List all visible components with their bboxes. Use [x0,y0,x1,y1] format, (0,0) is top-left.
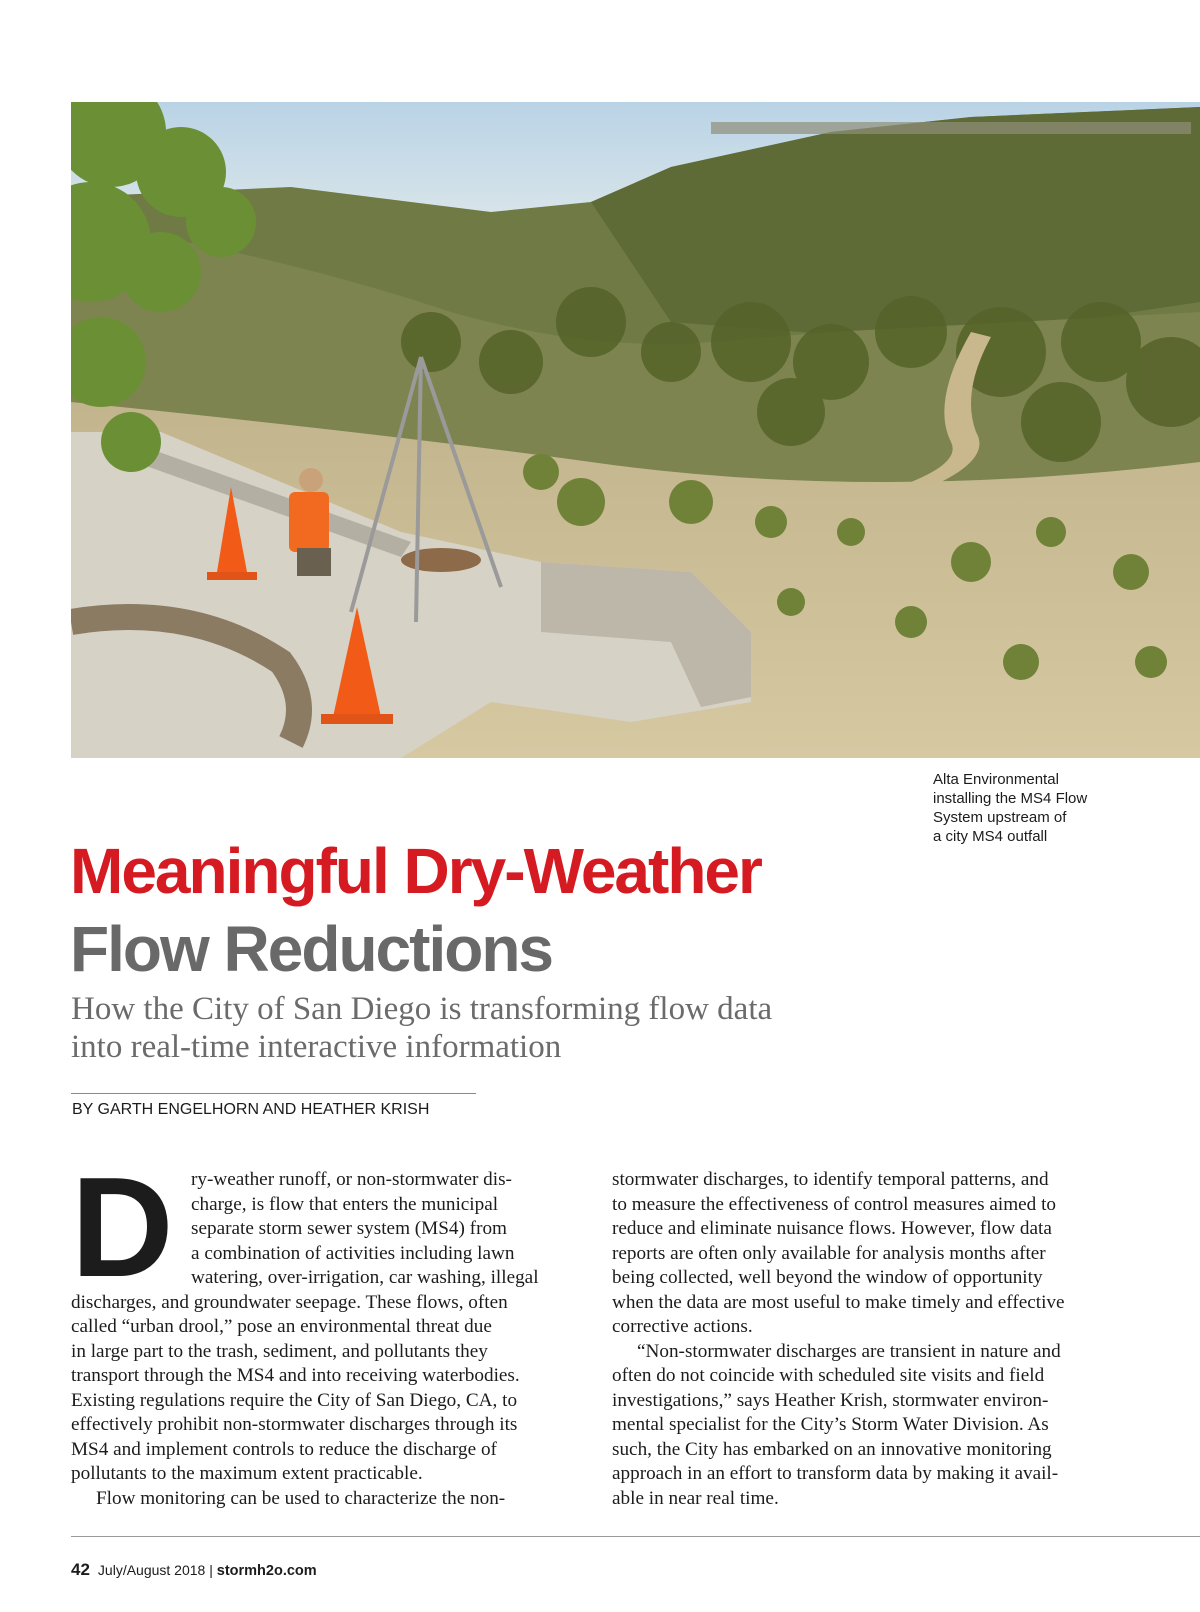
body-line: charge, is flow that enters the municipal [191,1193,499,1215]
body-line: stormwater discharges, to identify temporal patterns, and [612,1169,1049,1190]
body-line: mental specialist for the City’s Storm Water Division. As [612,1414,1049,1435]
deck-line-1: How the City of San Diego is transforming flow data [71,991,773,1027]
body-line: ry-weather runoff, or non-stormwater dis- [191,1169,512,1190]
body-column-right [612,1168,1132,1511]
body-line: in large part to the trash, sediment, and pollutants they [71,1340,488,1362]
feature-photo [71,102,1200,758]
footer-divider [71,1536,1200,1537]
canyon-scene-illustration [71,102,1200,758]
body-line: MS4 and implement controls to reduce the discharge of [71,1438,497,1460]
body-line: called “urban drool,” pose an environmental threat due [71,1316,492,1337]
caption-line: System upstream of [933,809,1067,826]
body-line: being collected, well beyond the window of opportunity [612,1267,1043,1288]
page-number: 42 [71,1560,90,1579]
deck-line-2: into real-time interactive information [71,1029,562,1065]
caption-line: installing the MS4 Flow [933,790,1088,807]
caption-line: Alta Environmental [933,771,1059,788]
body-line: Existing regulations require the City of San Diego, CA, to [71,1389,518,1411]
body-line: investigations,” says Heather Krish, stormwater environ- [612,1389,1049,1411]
body-line: discharges, and groundwater seepage. These flows, often [71,1291,508,1313]
body-line: corrective actions. [612,1316,753,1337]
body-line: able in near real time. [612,1487,779,1509]
caption-line: a city MS4 outfall [933,828,1048,845]
body-line: approach in an effort to transform data by making it avail- [612,1463,1059,1484]
body-line: often do not coincide with scheduled site visits and field [612,1365,1045,1386]
byline: BY GARTH ENGELHORN AND HEATHER KRISH [72,1101,430,1118]
body-line: when the data are most useful to make timely and effective [612,1291,1065,1313]
body-line: effectively prohibit non-stormwater discharges through its [71,1414,518,1435]
body-line: Flow monitoring can be used to characterize the non- [96,1487,506,1509]
photo-caption [933,770,1163,846]
body-line: reports are often only available for analysis months after [612,1242,1046,1264]
body-line: such, the City has embarked on an innovative monitoring [612,1438,1052,1460]
body-line: a combination of activities including lawn [191,1242,515,1264]
article-headline [70,832,890,988]
article-deck [71,990,831,1066]
body-column-left [71,1148,581,1511]
body-line: reduce and eliminate nuisance flows. However, flow data [612,1218,1052,1239]
headline-line-2: Flow Reductions [70,913,552,985]
body-line: pollutants to the maximum extent practicable. [71,1463,423,1484]
drop-cap: D [71,1148,174,1307]
headline-line-1: Meaningful Dry-Weather [70,835,761,907]
body-line: “Non-stormwater discharges are transient in nature and [637,1340,1061,1362]
body-line: watering, over-irrigation, car washing, illegal [191,1267,539,1288]
page-footer [71,1560,317,1580]
issue-date: July/August 2018 | [97,1562,217,1578]
byline-divider [71,1093,476,1094]
body-line: transport through the MS4 and into receiving waterbodies. [71,1365,520,1386]
body-line: to measure the effectiveness of control measures aimed to [612,1193,1056,1215]
body-line: separate storm sewer system (MS4) from [191,1218,507,1239]
site-url: stormh2o.com [216,1563,317,1579]
